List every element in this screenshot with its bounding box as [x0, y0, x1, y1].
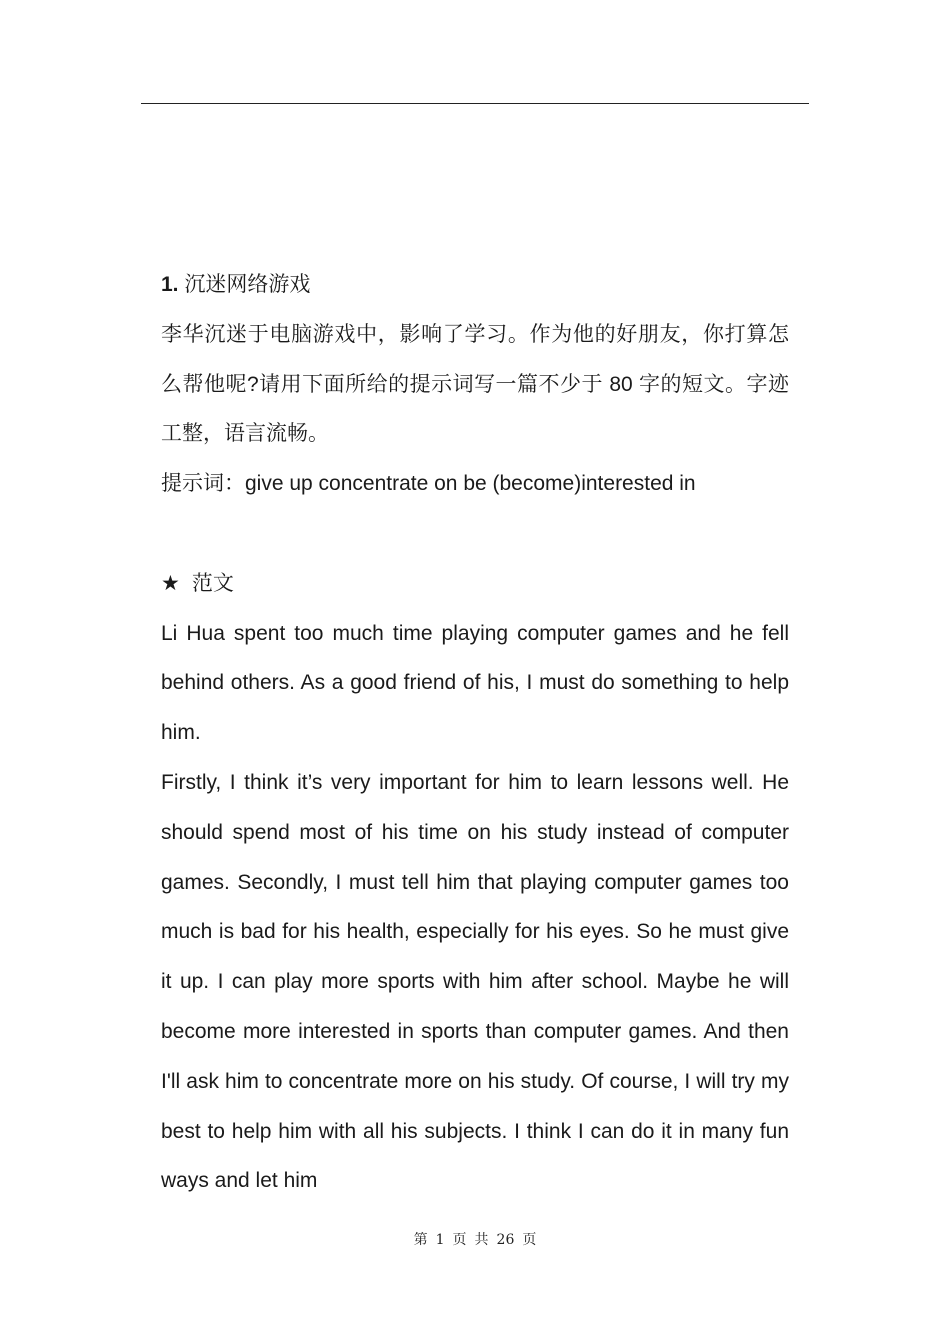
spacer: [161, 509, 789, 559]
question-prompt: 李华沉迷于电脑游戏中，影响了学习。作为他的好朋友，你打算怎么帮他呢?请用下面所给的提示词写一篇不少于 80 字的短文。字迹工整，语言流畅。: [161, 322, 789, 446]
footer-page-label: 第: [413, 1232, 428, 1248]
hint-words: give up concentrate on be (become)interested in: [245, 472, 696, 496]
sample-heading: [161, 559, 789, 609]
footer-total-label: 共: [474, 1232, 489, 1248]
footer-page-number: 1: [435, 1232, 445, 1248]
star-icon: ★: [161, 571, 180, 595]
sample-heading-text: 范文: [191, 571, 234, 595]
page-footer: [0, 1229, 950, 1249]
hint-label: 提示词：: [161, 472, 245, 496]
footer-total-pages: 26: [496, 1232, 515, 1248]
question-number: 1.: [161, 273, 179, 296]
question-title-text: 沉迷网络游戏: [184, 273, 311, 296]
question-title: [161, 260, 789, 310]
header-rule: [141, 103, 809, 104]
sample-paragraph-1: Li Hua spent too much time playing computer games and he fell behind others. As a good friend of his, I must do something to help him.: [161, 621, 789, 745]
document-body: [161, 260, 789, 1206]
footer-total-word: 页: [522, 1232, 537, 1248]
hint-line: [161, 459, 789, 509]
sample-paragraph-2: Firstly, I think it’s very important for him to learn lessons well. He should spend most of his time on his study instead of computer games. Secondly, I must tell him that playing computer games too much is bad for his health, especially for his eyes. So he must give it up. I can play more sports with him after school. Maybe he will become more interested in sports than computer games. And then I'll ask him to concentrate more on his study. Of course, I will try my best to help him with all his subjects. I think I can do it in many fun ways and let him: [161, 770, 789, 1193]
footer-page-word: 页: [452, 1232, 467, 1248]
